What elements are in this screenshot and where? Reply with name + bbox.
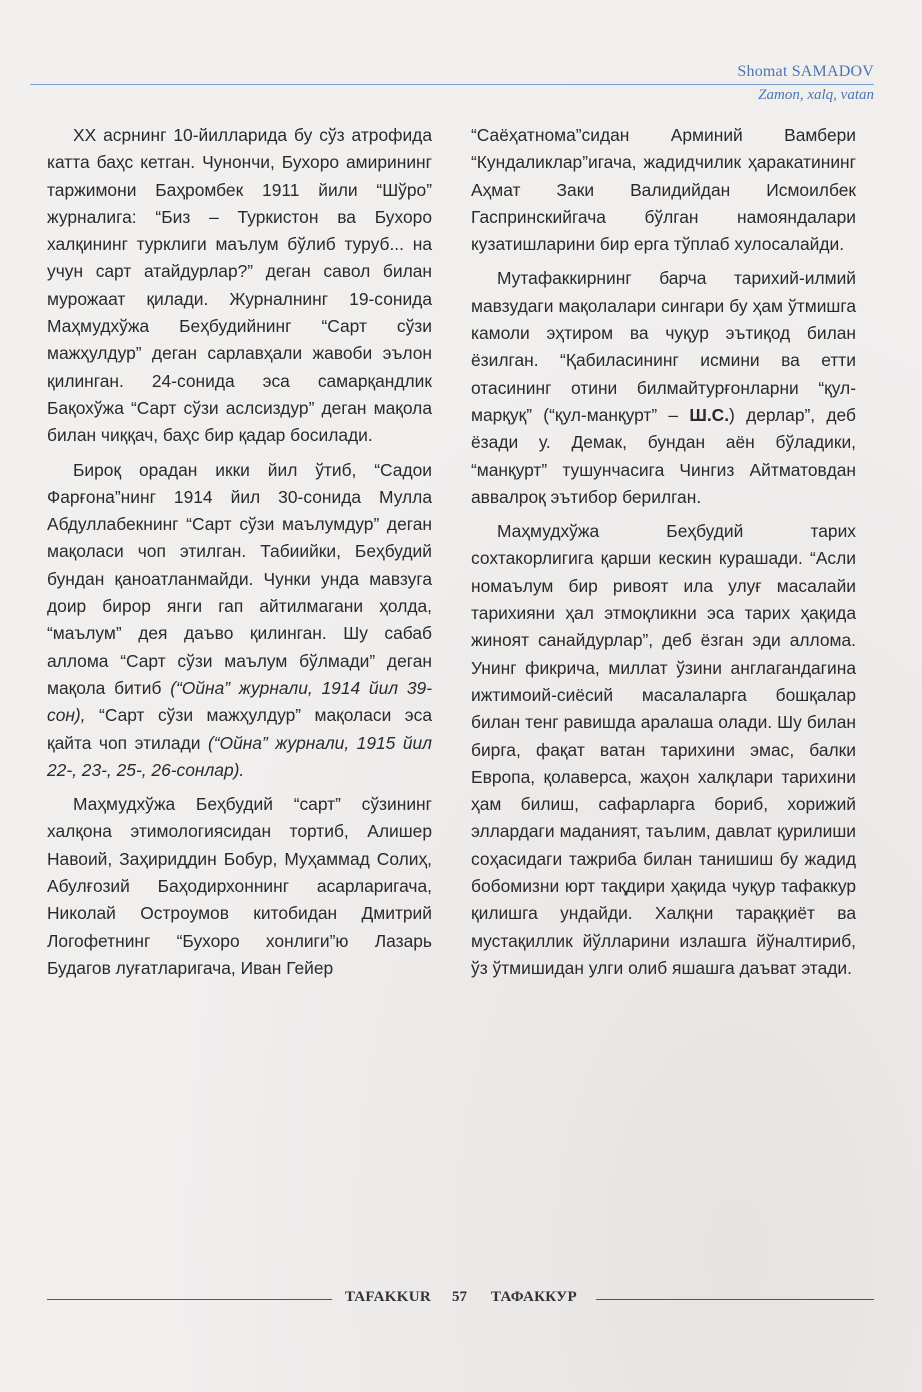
header-subtitle: Zamon, xalq, vatan [758, 87, 874, 103]
paragraph [471, 265, 856, 511]
right-column [471, 122, 856, 989]
page-number: 57 [452, 1289, 467, 1305]
citation: (“Ойна” журнали, 1914 йил 39-сон), [47, 677, 432, 726]
footer-journal-latin: TAFAKKUR [345, 1289, 432, 1305]
header-rule [30, 84, 874, 85]
footer-rule-right [596, 1299, 874, 1300]
header-author: Shomat SAMADOV [737, 63, 874, 80]
footer-rule-left [47, 1299, 332, 1300]
paragraph: Маҳмудхўжа Беҳбудий тарих сохтакорлигига қарши кескин курашади. “Асли номаълум бир ривоят ила улуғ масалайи тарихияни ҳал этмоқликни эса тарих ҳақида жиноят санайдурлар”, деб ёзган эди аллома. Унинг фикрича, миллат ўзини англагандагина ижтимоий-сиёсий масалаларга бошқалар билан тенг равишда аралаша олади. Шу билан бирга, фақат ватан тарихини эмас, балки Европа, қолаверса, жаҳон халқлари тарихини ҳам билиш, сафарларга бориб, хорижий эллардаги маданият, таълим, давлат қурилиши соҳасидаги тажриба билан танишиш бу жадид бобомизни юрт тақдири ҳақида чуқур тафаккур қилишга ундайди. Халқни тараққиёт ва мустақиллик йўлларини излашга йўналтириб, ўз ўтмишидан улги олиб яшашга даъват этади. [471, 521, 856, 978]
page-footer [47, 1288, 874, 1312]
footer-journal-cyrillic: ТАФАККУР [491, 1289, 577, 1305]
paragraph [47, 457, 432, 785]
paragraph: Маҳмудхўжа Беҳбудий “сарт” сўзининг халқона этимологиясидан тортиб, Алишер Навоий, Заҳириддин Бобур, Муҳаммад Солиҳ, Абулғозий Баҳодирхоннинг асарларигача, Николай Остроумов китобидан Дмитрий Логофетнинг “Бухоро хонлиги”ю Лазарь Будагов луғатларигача, Иван Гейер [47, 794, 432, 978]
running-header [30, 62, 874, 104]
paragraph: “Саёҳатнома”сидан Арминий Вамбери “Кундаликлар”игача, жадидчилик ҳаракатининг Аҳмат Заки Валидийдан Исмоилбек Гаспринскийгача бўлган намояндалари кузатишларини бир ерга тўплаб хулосалайди. [471, 125, 856, 255]
paragraph-text: Бироқ орадан икки йил ўтиб, “Садои Фарғона”нинг 1914 йил 30-сонида Мулла Абдуллабекнинг “Сарт сўзи маълумдур” деган мақоласи чоп этилган. Табиийки, Беҳбудий бундан қаноатланмайди. Чунки унда мавзуга доир бирор янги гап айтилмагани ҳолда, “маълум” дея даъво қилинган. Шу сабаб аллома “Сарт сўзи маълум бўлмади” деган мақола битиб [47, 459, 432, 698]
paragraph-text: ) дерлар”, деб ёзади у. Демак, бундан аён бўладики, “манқурт” тушунчасига Чингиз Айтматовдан аввалроқ эътибор берилган. [471, 404, 856, 507]
left-column [47, 122, 432, 989]
citation: (“Ойна” журнали, 1915 йил 22-, 23-, 25-, 26-сонлар). [47, 732, 432, 780]
paragraph-text: Мутафаккирнинг барча тарихий-илмий мавзудаги мақолалари сингари бу ҳам ўтмишга камоли эҳтиром ва чуқур эътиқод билан ёзилган. “Қабиласининг исмини ва етти отасининг отини билмайтурғонларни “қул-марқуқ” (“қул-манқурт” – [471, 268, 856, 425]
paragraph: XX асрнинг 10-йилларида бу сўз атрофида катта баҳс кетган. Чунончи, Бухоро амирининг таржимони Баҳромбек 1911 йили “Шўро” журналига: “Биз – Туркистон ва Бухоро халқининг турклиги маълум бўлиб туруб... на учун сарт атайдурлар?” деган савол билан мурожаат қилади. Журналнинг 19-сонида Маҳмудхўжа Беҳбудийнинг “Сарт сўзи мажҳулдур” деган сарлавҳали жавоби эълон қилинган. 24-сонида эса самарқандлик Бақохўжа “Сарт сўзи аслсиздур” деган мақола билан чиққач, баҳс бир қадар босилади. [47, 125, 432, 446]
author-initials: Ш.С. [689, 404, 730, 425]
paragraph-text: “Сарт сўзи мажҳулдур” мақоласи эса қайта чоп этилади [47, 705, 432, 753]
